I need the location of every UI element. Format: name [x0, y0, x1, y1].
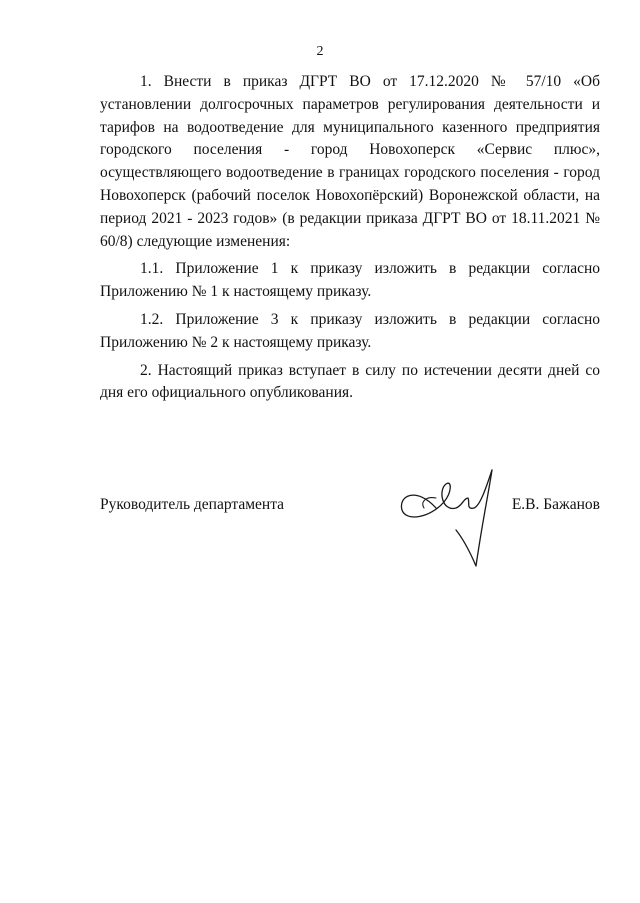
signer-title: Руководитель департамента: [100, 496, 285, 513]
signer-name: Е.В. Бажанов: [511, 496, 600, 513]
paragraph-effective-date: 2. Настоящий приказ вступает в силу по истечении десяти дней со дня его официального опубликования.: [100, 361, 600, 402]
paragraph-amendment-intro: 1. Внести в приказ ДГРТ ВО от 17.12.2020 № 57/10 «Об установлении долгосрочных параметров регулирования деятельности и тарифов на водоотведение для муниципального казенного предприятия городского поселения - город Новохоперск «Сервис плюс», осуществляющего водоотведение в границах городского поселения - город Новохоперск (рабочий поселок Новохопёрский) Воронежской области, на период 2021 - 2023 годов» (в редакции приказа ДГРТ ВО от 18.11.2021 № 60/8) следующие изменения:: [100, 73, 600, 250]
handwritten-signature: [396, 466, 516, 571]
paragraph-item-1-2: 1.2. Приложение 3 к приказу изложить в редакции согласно Приложению № 2 к настоящему приказу.: [100, 310, 600, 351]
page-number: 2: [316, 44, 324, 59]
signature-block: [100, 466, 600, 576]
paragraph-item-1-1: 1.1. Приложение 1 к приказу изложить в редакции согласно Приложению № 1 к настоящему приказу.: [100, 260, 600, 301]
document-body: [100, 71, 600, 405]
